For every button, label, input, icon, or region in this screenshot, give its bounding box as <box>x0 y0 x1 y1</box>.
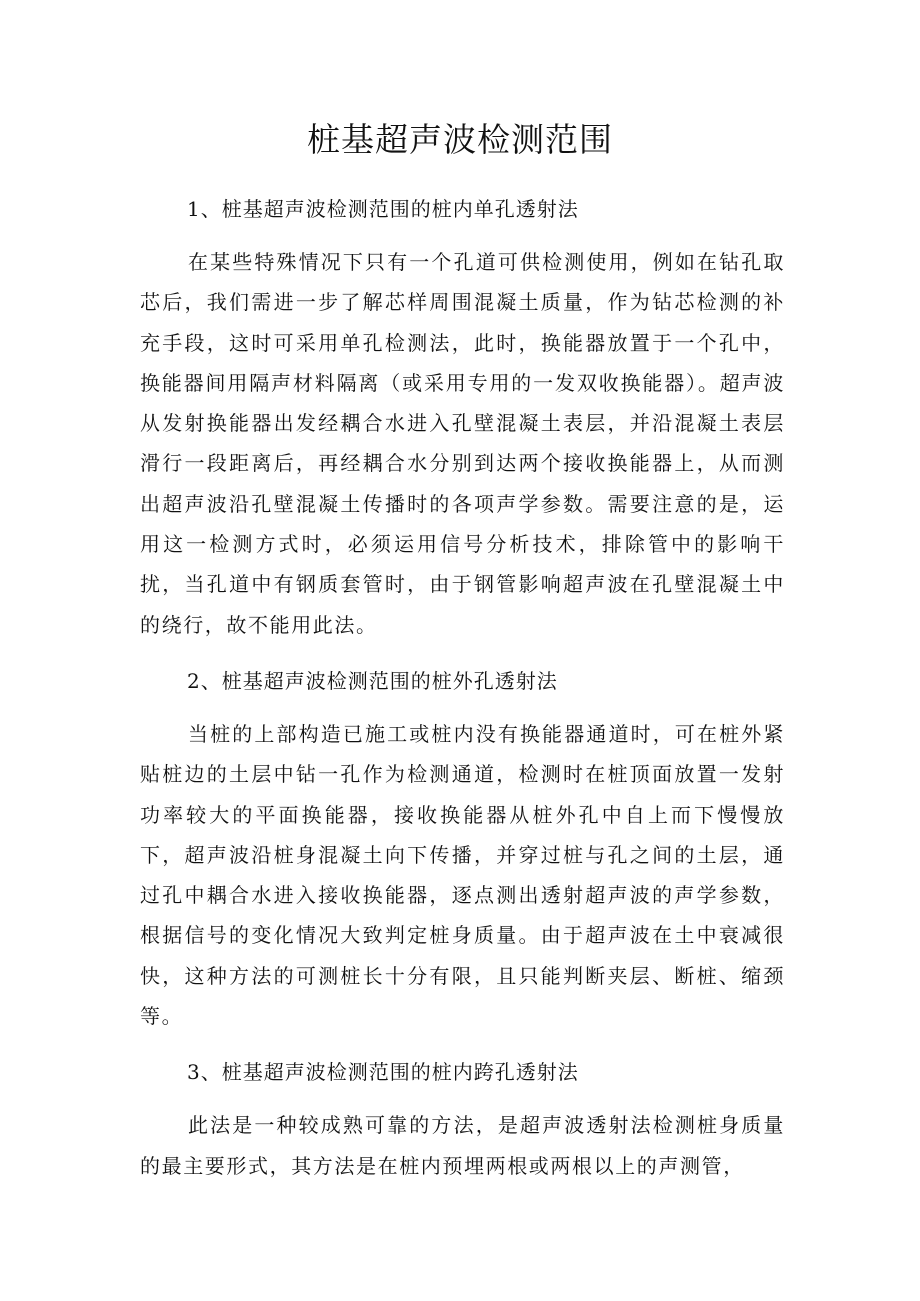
section-heading-3: 3、桩基超声波检测范围的桩内跨孔透射法 <box>187 1060 579 1085</box>
section-heading-2: 2、桩基超声波检测范围的桩外孔透射法 <box>187 668 558 693</box>
section-heading-1: 1、桩基超声波检测范围的桩内单孔透射法 <box>187 197 579 221</box>
section-paragraph-2: 当桩的上部构造已施工或桩内没有换能器通道时，可在桩外紧贴桩边的土层中钻一孔作为检测通道，检测时在桩顶面放置一发射功率较大的平面换能器，接收换能器从桩外孔中自上而下慢慢放下，超声波沿桩身混凝土向下传播，并穿过桩与孔之间的土层，通过孔中耦合水进入接收换能器，逐点测出透射超声波的声学参数，根据信号的变化情况大致判定桩身质量。由于超声波在土中衰减很快，这种方法的可测桩长十分有限，且只能判断夹层、断桩、缩颈等。 <box>140 721 785 1029</box>
section-paragraph-1: 在某些特殊情况下只有一个孔道可供检测使用，例如在钻孔取芯后，我们需进一步了解芯样周围混凝土质量，作为钻芯检测的补充手段，这时可采用单孔检测法，此时，换能器放置于一个孔中，换能器间用隔声材料隔离（或采用专用的一发双收换能器）。超声波从发射换能器出发经耦合水进入孔壁混凝土表层，并沿混凝土表层滑行一段距离后，再经耦合水分别到达两个接收换能器上，从而测出超声波沿孔壁混凝土传播时的各项声学参数。需要注意的是，运用这一检测方式时，必须运用信号分析技术，排除管中的影响干扰，当孔道中有钢质套管时，由于钢管影响超声波在孔壁混凝土中的绕行，故不能用此法。 <box>140 250 785 637</box>
document-title: 桩基超声波检测范围 <box>307 120 613 159</box>
section-paragraph-3: 此法是一种较成熟可靠的方法，是超声波透射法检测桩身质量的最主要形式，其方法是在桩内预埋两根或两根以上的声测管， <box>140 1113 785 1178</box>
document-body <box>140 190 785 1203</box>
